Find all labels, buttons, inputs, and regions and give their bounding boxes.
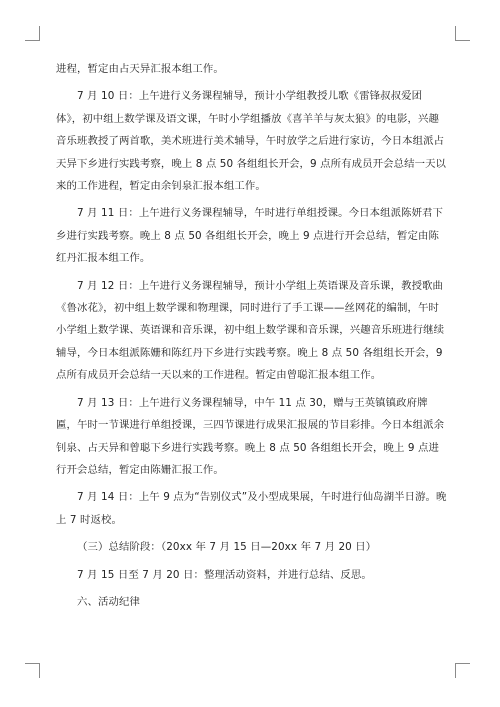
section-heading-activity-discipline: 六、活动纪律 [77,595,140,608]
crop-mark-bottom-left [25,663,40,678]
document-body [56,58,448,618]
crop-mark-bottom-right [455,663,470,678]
paragraph-july-14: 7 月 14 日：上午 9 点为“告别仪式”及小型成果展，午时进行仙岛湖半日游。晚上 7 时返校。 [56,491,447,526]
paragraph-july-13: 7 月 13 日：上午进行义务课程辅导，中午 11 点 30，赠与王英镇镇政府牌匾，午时一节课进行单组授课，三四节课进行成果汇报展的节目彩排。今日本组派余钊泉、占天异和曾聪下乡进行实践考察。晚上 8 点 50 各组组长开会，晚上 9 点进行开会总结，暂定由陈姗汇报工作。 [56,396,445,476]
crop-mark-top-left [25,26,40,41]
paragraph-july-10: 7 月 10 日：上午进行义务课程辅导，预计小学组教授儿歌《雷锋叔叔爱团体》，初中组上数学课及语文课，午时小学组播放《喜羊羊与灰太狼》的电影，兴趣音乐班教授了两首歌，美术班进行美术辅导，午时放学之后进行家访，今日本组派占天异下乡进行实践考察，晚上 8 点 50 各组组长开会，9 点所有成员开会总结一天以来的工作进程，暂定由余钊泉汇报本组工作。 [56,90,447,193]
section-summary-stage: （三）总结阶段：（20xx 年 7 月 15 日—20xx 年 7 月 20 日） [77,541,377,554]
paragraph-continuation: 进程，暂定由占天异汇报本组工作。 [56,63,224,75]
crop-mark-top-right [455,26,470,41]
paragraph-july-11: 7 月 11 日：上午进行义务课程辅导，午时进行单组授课。今日本组派陈妍君下乡进行实践考察。晚上 8 点 50 各组组长开会，晚上 9 点进行开会总结，暂定由陈红丹汇报本组工作。 [56,207,444,265]
paragraph-july-15-20: 7 月 15 日至 7 月 20 日：整理活动资料，并进行总结、反思。 [77,568,372,581]
paragraph-july-12: 7 月 12 日：上午进行义务课程辅导，预计小学组上英语课及音乐课，教授歌曲《鲁冰花》，初中组上数学课和物理课，同时进行了手工课——丝网花的编制，午时小学组上数学课、英语课和音乐课，初中组上数学课和音乐课，兴趣音乐班进行继续辅导，今日本组派陈姗和陈红丹下乡进行实践考察。晚上 8 点 50 各组组长开会，9 点所有成员开会总结一天以来的工作进程。暂定由曾聪汇报本组工作。 [56,279,445,382]
